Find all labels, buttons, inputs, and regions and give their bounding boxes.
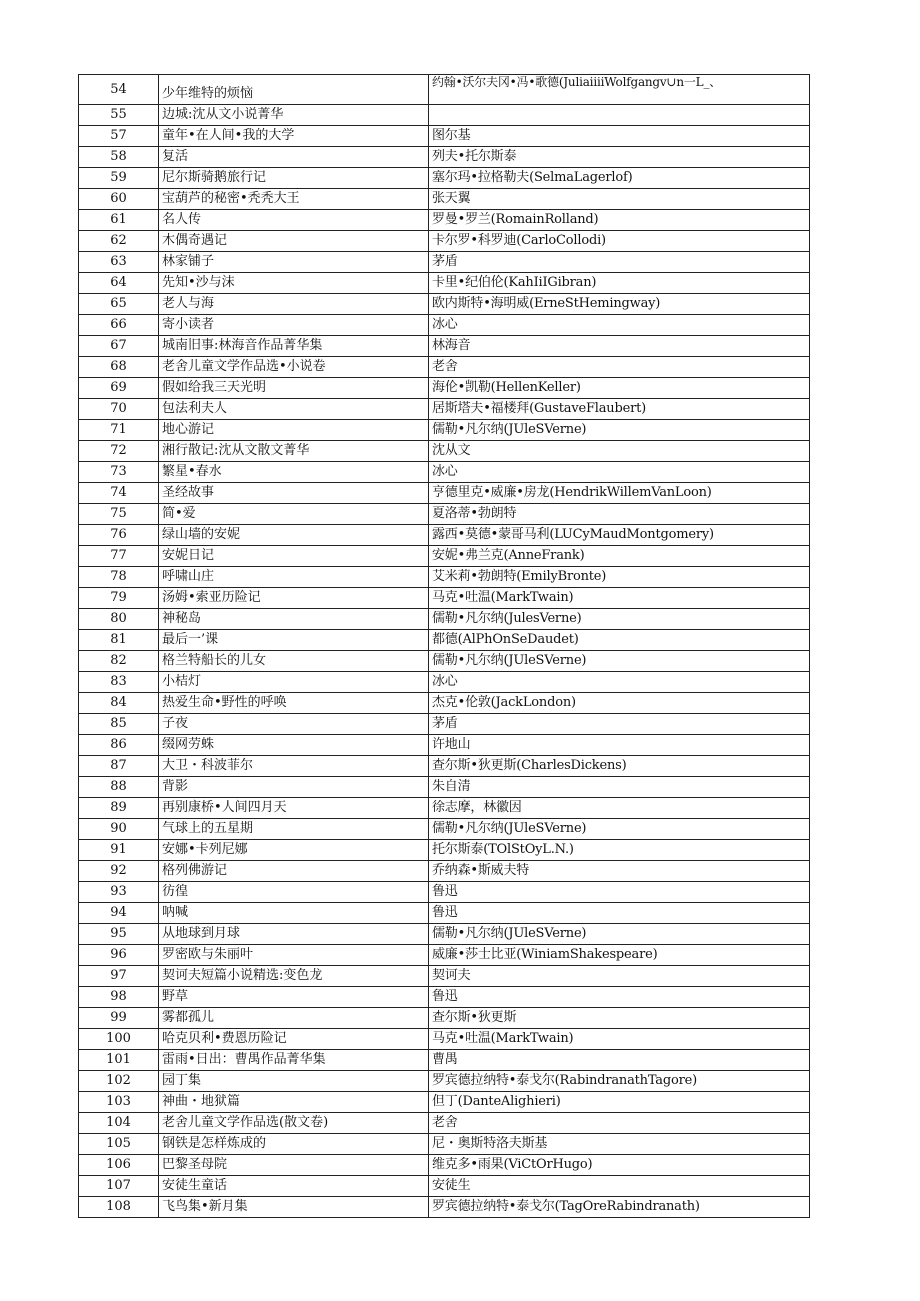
author-cell: 曹禺 bbox=[429, 1050, 810, 1071]
author-cell: 维克多•雨果(ViCtOrHugo) bbox=[429, 1155, 810, 1176]
table-row bbox=[79, 1155, 810, 1176]
row-number-cell: 57 bbox=[79, 126, 159, 147]
row-number-cell: 73 bbox=[79, 462, 159, 483]
author-cell: 马克•吐温(MarkTwain) bbox=[429, 588, 810, 609]
book-title-cell: 安妮日记 bbox=[159, 546, 429, 567]
table-row bbox=[79, 315, 810, 336]
author-cell: 夏洛蒂•勃朗特 bbox=[429, 504, 810, 525]
book-title-cell: 哈克贝利•费恩历险记 bbox=[159, 1029, 429, 1050]
author-cell: 但丁(DanteAlighieri) bbox=[429, 1092, 810, 1113]
book-title-cell: 呐喊 bbox=[159, 903, 429, 924]
row-number-cell: 85 bbox=[79, 714, 159, 735]
table-row bbox=[79, 147, 810, 168]
author-cell: 海伦•凯勒(HellenKeller) bbox=[429, 378, 810, 399]
row-number-cell: 101 bbox=[79, 1050, 159, 1071]
book-title-cell: 汤姆•索亚历险记 bbox=[159, 588, 429, 609]
author-cell: 欧内斯特•海明威(ErneStHemingway) bbox=[429, 294, 810, 315]
row-number-cell: 62 bbox=[79, 231, 159, 252]
book-title-cell: 大卫・科波菲尔 bbox=[159, 756, 429, 777]
table-row bbox=[79, 756, 810, 777]
book-title-cell: 安徒生童话 bbox=[159, 1176, 429, 1197]
row-number-cell: 102 bbox=[79, 1071, 159, 1092]
row-number-cell: 74 bbox=[79, 483, 159, 504]
author-cell: 冰心 bbox=[429, 315, 810, 336]
row-number-cell: 66 bbox=[79, 315, 159, 336]
book-title-cell: 宝葫芦的秘密•秃秃大王 bbox=[159, 189, 429, 210]
row-number-cell: 60 bbox=[79, 189, 159, 210]
author-cell: 张天翼 bbox=[429, 189, 810, 210]
author-cell: 卡里•纪伯伦(KahIiIGibran) bbox=[429, 273, 810, 294]
row-number-cell: 86 bbox=[79, 735, 159, 756]
author-cell: 露西•莫德•蒙哥马利(LUCyMaudMontgomery) bbox=[429, 525, 810, 546]
author-cell: 契诃夫 bbox=[429, 966, 810, 987]
table-row bbox=[79, 777, 810, 798]
row-number-cell: 92 bbox=[79, 861, 159, 882]
author-cell: 居斯塔夫•福楼拜(GustaveFlaubert) bbox=[429, 399, 810, 420]
row-number-cell: 93 bbox=[79, 882, 159, 903]
book-title-cell: 格列佛游记 bbox=[159, 861, 429, 882]
book-title-cell: 子夜 bbox=[159, 714, 429, 735]
book-title-cell: 钢铁是怎样炼成的 bbox=[159, 1134, 429, 1155]
author-cell: 冰心 bbox=[429, 462, 810, 483]
book-title-cell: 气球上的五星期 bbox=[159, 819, 429, 840]
author-cell: 塞尔玛•拉格勒夫(SelmaLagerlof) bbox=[429, 168, 810, 189]
author-cell: 鲁迅 bbox=[429, 987, 810, 1008]
table-row bbox=[79, 1092, 810, 1113]
table-row bbox=[79, 567, 810, 588]
table-row bbox=[79, 483, 810, 504]
author-cell: 许地山 bbox=[429, 735, 810, 756]
row-number-cell: 99 bbox=[79, 1008, 159, 1029]
table-row bbox=[79, 294, 810, 315]
book-title-cell: 雾都孤儿 bbox=[159, 1008, 429, 1029]
row-number-cell: 88 bbox=[79, 777, 159, 798]
book-title-cell: 包法利夫人 bbox=[159, 399, 429, 420]
table-row bbox=[79, 714, 810, 735]
book-list-body bbox=[79, 75, 810, 1218]
book-title-cell: 最后一’课 bbox=[159, 630, 429, 651]
table-row bbox=[79, 399, 810, 420]
row-number-cell: 106 bbox=[79, 1155, 159, 1176]
row-number-cell: 108 bbox=[79, 1197, 159, 1218]
author-cell: 茅盾 bbox=[429, 714, 810, 735]
author-cell: 儒勒•凡尔纳(JUleSVerne) bbox=[429, 420, 810, 441]
row-number-cell: 104 bbox=[79, 1113, 159, 1134]
row-number-cell: 105 bbox=[79, 1134, 159, 1155]
row-number-cell: 87 bbox=[79, 756, 159, 777]
table-row bbox=[79, 1071, 810, 1092]
row-number-cell: 55 bbox=[79, 105, 159, 126]
table-row bbox=[79, 693, 810, 714]
book-title-cell: 地心游记 bbox=[159, 420, 429, 441]
author-cell: 列夫•托尔斯泰 bbox=[429, 147, 810, 168]
book-title-cell: 少年维特的烦恼 bbox=[159, 75, 429, 105]
book-title-cell: 彷徨 bbox=[159, 882, 429, 903]
author-cell: 查尔斯•狄更斯 bbox=[429, 1008, 810, 1029]
row-number-cell: 84 bbox=[79, 693, 159, 714]
table-row bbox=[79, 357, 810, 378]
table-row bbox=[79, 210, 810, 231]
row-number-cell: 95 bbox=[79, 924, 159, 945]
row-number-cell: 75 bbox=[79, 504, 159, 525]
author-cell: 儒勒•凡尔纳(JulesVerne) bbox=[429, 609, 810, 630]
book-title-cell: 城南旧事:林海音作品菁华集 bbox=[159, 336, 429, 357]
table-row bbox=[79, 1029, 810, 1050]
row-number-cell: 68 bbox=[79, 357, 159, 378]
book-title-cell: 罗密欧与朱丽叶 bbox=[159, 945, 429, 966]
book-title-cell: 老人与海 bbox=[159, 294, 429, 315]
row-number-cell: 78 bbox=[79, 567, 159, 588]
table-row bbox=[79, 1008, 810, 1029]
table-row bbox=[79, 798, 810, 819]
table-row bbox=[79, 378, 810, 399]
row-number-cell: 94 bbox=[79, 903, 159, 924]
author-cell bbox=[429, 105, 810, 126]
book-title-cell: 边城:沈从文小说菁华 bbox=[159, 105, 429, 126]
book-title-cell: 木偶奇遇记 bbox=[159, 231, 429, 252]
author-cell: 鲁迅 bbox=[429, 903, 810, 924]
table-row bbox=[79, 903, 810, 924]
table-row bbox=[79, 441, 810, 462]
author-cell: 威廉•莎士比亚(WiniamShakespeare) bbox=[429, 945, 810, 966]
row-number-cell: 61 bbox=[79, 210, 159, 231]
book-title-cell: 名人传 bbox=[159, 210, 429, 231]
book-title-cell: 老舍儿童文学作品选•小说卷 bbox=[159, 357, 429, 378]
author-cell: 老舍 bbox=[429, 1113, 810, 1134]
table-row bbox=[79, 126, 810, 147]
row-number-cell: 71 bbox=[79, 420, 159, 441]
book-title-cell: 背影 bbox=[159, 777, 429, 798]
table-row bbox=[79, 882, 810, 903]
book-title-cell: 雷雨•日出：曹禺作品菁华集 bbox=[159, 1050, 429, 1071]
row-number-cell: 107 bbox=[79, 1176, 159, 1197]
book-title-cell: 童年•在人间•我的大学 bbox=[159, 126, 429, 147]
row-number-cell: 69 bbox=[79, 378, 159, 399]
book-title-cell: 格兰特船长的儿女 bbox=[159, 651, 429, 672]
author-cell: 儒勒•凡尔纳(JUleSVerne) bbox=[429, 924, 810, 945]
row-number-cell: 65 bbox=[79, 294, 159, 315]
table-row bbox=[79, 609, 810, 630]
book-title-cell: 再别康桥•人间四月天 bbox=[159, 798, 429, 819]
author-cell: 安妮•弗兰克(AnneFrank) bbox=[429, 546, 810, 567]
row-number-cell: 63 bbox=[79, 252, 159, 273]
table-row bbox=[79, 588, 810, 609]
row-number-cell: 67 bbox=[79, 336, 159, 357]
table-row bbox=[79, 1050, 810, 1071]
book-title-cell: 先知•沙与沫 bbox=[159, 273, 429, 294]
row-number-cell: 100 bbox=[79, 1029, 159, 1050]
row-number-cell: 103 bbox=[79, 1092, 159, 1113]
row-number-cell: 70 bbox=[79, 399, 159, 420]
author-cell: 老舍 bbox=[429, 357, 810, 378]
book-title-cell: 神曲・地狱篇 bbox=[159, 1092, 429, 1113]
book-title-cell: 契诃夫短篇小说精选:变色龙 bbox=[159, 966, 429, 987]
book-title-cell: 园丁集 bbox=[159, 1071, 429, 1092]
author-cell: 鲁迅 bbox=[429, 882, 810, 903]
table-row bbox=[79, 231, 810, 252]
book-title-cell: 从地球到月球 bbox=[159, 924, 429, 945]
author-cell: 艾米莉•勃朗特(EmilyBronte) bbox=[429, 567, 810, 588]
row-number-cell: 91 bbox=[79, 840, 159, 861]
book-title-cell: 林家铺子 bbox=[159, 252, 429, 273]
author-cell: 杰克•伦敦(JackLondon) bbox=[429, 693, 810, 714]
table-row bbox=[79, 273, 810, 294]
book-title-cell: 巴黎圣母院 bbox=[159, 1155, 429, 1176]
table-row bbox=[79, 189, 810, 210]
author-cell: 儒勒•凡尔纳(JUleSVerne) bbox=[429, 819, 810, 840]
author-cell: 安徒生 bbox=[429, 1176, 810, 1197]
author-cell: 罗宾德拉纳特•泰戈尔(TagOreRabindranath) bbox=[429, 1197, 810, 1218]
table-row bbox=[79, 1197, 810, 1218]
book-title-cell: 寄小读者 bbox=[159, 315, 429, 336]
row-number-cell: 79 bbox=[79, 588, 159, 609]
author-cell: 查尔斯•狄更斯(CharlesDickens) bbox=[429, 756, 810, 777]
author-cell: 托尔斯泰(TOlStOyL.N.) bbox=[429, 840, 810, 861]
row-number-cell: 72 bbox=[79, 441, 159, 462]
author-cell: 沈从文 bbox=[429, 441, 810, 462]
book-title-cell: 飞鸟集•新月集 bbox=[159, 1197, 429, 1218]
row-number-cell: 80 bbox=[79, 609, 159, 630]
table-row bbox=[79, 987, 810, 1008]
book-title-cell: 老舍儿童文学作品选(散文卷) bbox=[159, 1113, 429, 1134]
book-title-cell: 安娜•卡列尼娜 bbox=[159, 840, 429, 861]
table-row bbox=[79, 651, 810, 672]
book-title-cell: 缀网劳蛛 bbox=[159, 735, 429, 756]
book-title-cell: 简•爱 bbox=[159, 504, 429, 525]
author-cell: 朱自清 bbox=[429, 777, 810, 798]
book-title-cell: 神秘岛 bbox=[159, 609, 429, 630]
book-title-cell: 尼尔斯骑鹅旅行记 bbox=[159, 168, 429, 189]
row-number-cell: 82 bbox=[79, 651, 159, 672]
row-number-cell: 89 bbox=[79, 798, 159, 819]
book-title-cell: 圣经故事 bbox=[159, 483, 429, 504]
table-row bbox=[79, 924, 810, 945]
row-number-cell: 59 bbox=[79, 168, 159, 189]
row-number-cell: 54 bbox=[79, 75, 159, 105]
author-cell: 徐志摩，林徽因 bbox=[429, 798, 810, 819]
author-cell: 约翰•沃尔夫冈•冯•歌德(JuliaiiiiWolfgangv∪n一L_、 bbox=[429, 75, 810, 105]
table-row bbox=[79, 75, 810, 105]
author-cell: 乔纳森•斯威夫特 bbox=[429, 861, 810, 882]
table-row bbox=[79, 840, 810, 861]
row-number-cell: 98 bbox=[79, 987, 159, 1008]
book-title-cell: 呼啸山庄 bbox=[159, 567, 429, 588]
table-row bbox=[79, 945, 810, 966]
author-cell: 亨德里克•威廉•房龙(HendrikWillemVanLoon) bbox=[429, 483, 810, 504]
book-title-cell: 湘行散记:沈从文散文菁华 bbox=[159, 441, 429, 462]
author-cell: 尼・奥斯特洛夫斯基 bbox=[429, 1134, 810, 1155]
table-row bbox=[79, 252, 810, 273]
book-title-cell: 野草 bbox=[159, 987, 429, 1008]
row-number-cell: 83 bbox=[79, 672, 159, 693]
book-list-table bbox=[78, 74, 810, 1218]
table-row bbox=[79, 966, 810, 987]
table-row bbox=[79, 546, 810, 567]
author-cell: 儒勒•凡尔纳(JUleSVerne) bbox=[429, 651, 810, 672]
author-cell: 罗宾德拉纳特•泰戈尔(RabindranathTagore) bbox=[429, 1071, 810, 1092]
author-cell: 茅盾 bbox=[429, 252, 810, 273]
author-cell: 都德(AlPhOnSeDaudet) bbox=[429, 630, 810, 651]
row-number-cell: 96 bbox=[79, 945, 159, 966]
table-row bbox=[79, 1134, 810, 1155]
table-row bbox=[79, 1113, 810, 1134]
row-number-cell: 97 bbox=[79, 966, 159, 987]
row-number-cell: 81 bbox=[79, 630, 159, 651]
table-row bbox=[79, 861, 810, 882]
table-row bbox=[79, 105, 810, 126]
table-row bbox=[79, 1176, 810, 1197]
table-row bbox=[79, 420, 810, 441]
book-title-cell: 复活 bbox=[159, 147, 429, 168]
table-row bbox=[79, 735, 810, 756]
table-row bbox=[79, 336, 810, 357]
table-row bbox=[79, 672, 810, 693]
book-title-cell: 小桔灯 bbox=[159, 672, 429, 693]
author-cell: 马克•吐温(MarkTwain) bbox=[429, 1029, 810, 1050]
book-title-cell: 绿山墙的安妮 bbox=[159, 525, 429, 546]
row-number-cell: 90 bbox=[79, 819, 159, 840]
row-number-cell: 76 bbox=[79, 525, 159, 546]
author-cell: 卡尔罗•科罗迪(CarloCollodi) bbox=[429, 231, 810, 252]
table-row bbox=[79, 462, 810, 483]
author-cell: 冰心 bbox=[429, 672, 810, 693]
table-row bbox=[79, 525, 810, 546]
author-cell: 罗曼•罗兰(RomainRolland) bbox=[429, 210, 810, 231]
table-row bbox=[79, 504, 810, 525]
row-number-cell: 58 bbox=[79, 147, 159, 168]
book-title-cell: 繁星•春水 bbox=[159, 462, 429, 483]
book-title-cell: 热爱生命•野性的呼唤 bbox=[159, 693, 429, 714]
row-number-cell: 64 bbox=[79, 273, 159, 294]
table-row bbox=[79, 819, 810, 840]
table-row bbox=[79, 630, 810, 651]
author-cell: 图尔基 bbox=[429, 126, 810, 147]
book-title-cell: 假如给我三天光明 bbox=[159, 378, 429, 399]
author-cell: 林海音 bbox=[429, 336, 810, 357]
row-number-cell: 77 bbox=[79, 546, 159, 567]
table-row bbox=[79, 168, 810, 189]
